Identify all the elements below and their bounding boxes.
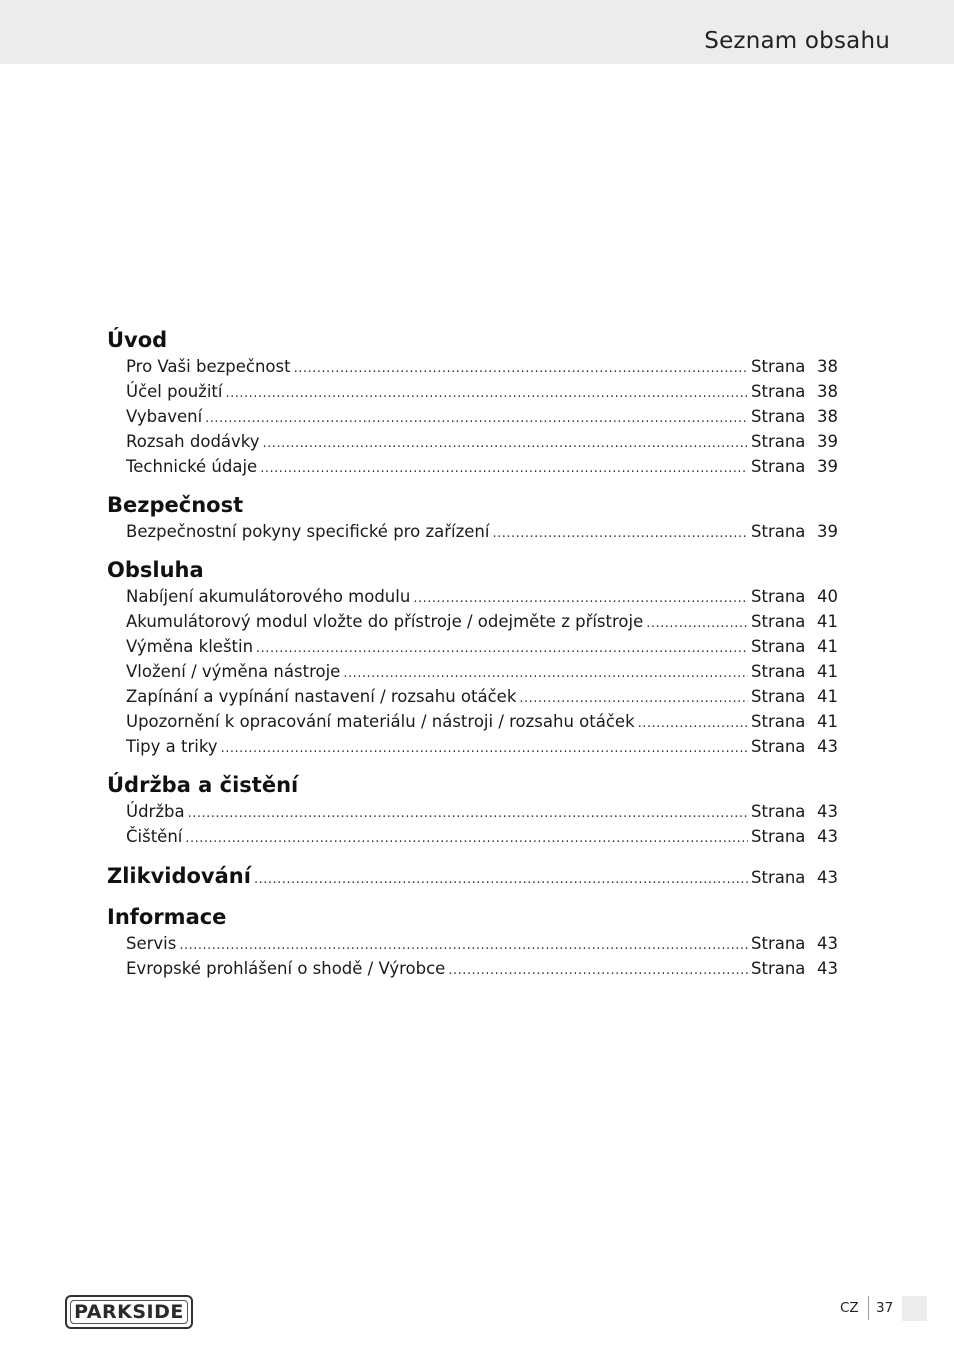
toc-section-informace <box>107 903 838 981</box>
dot-leader <box>185 826 748 851</box>
toc-entry[interactable] <box>107 861 838 891</box>
toc-entry[interactable] <box>126 956 838 981</box>
page-number: 41 <box>817 662 838 681</box>
toc-entry-label: Upozornění k opracování materiálu / nástroji / rozsahu otáček <box>126 712 635 731</box>
toc-entry[interactable] <box>126 734 838 759</box>
page-number: 43 <box>817 827 838 846</box>
toc-entry-label: Technické údaje <box>126 457 258 476</box>
toc-entry-label: Tipy a triky <box>126 737 218 756</box>
header-bar <box>0 0 954 64</box>
toc-section-udrzba <box>107 771 838 849</box>
strana-label: Strana <box>751 687 806 706</box>
toc-entry[interactable] <box>126 799 838 824</box>
toc-entry-label: Evropské prohlášení o shodě / Výrobce <box>126 959 446 978</box>
section-title: Bezpečnost <box>107 493 244 517</box>
toc-entry-label: Zapínání a vypínání nastavení / rozsahu otáček <box>126 687 517 706</box>
dot-leader <box>413 586 748 611</box>
toc-entry-label: Akumulátorový modul vložte do přístroje / odejměte z přístroje <box>126 612 644 631</box>
toc-entry[interactable] <box>126 519 838 544</box>
language-code: CZ <box>840 1300 859 1316</box>
toc-section-zlikvidovani <box>107 861 838 891</box>
dot-leader <box>225 381 748 406</box>
dot-leader <box>646 611 748 636</box>
toc-section-bezpecnost <box>107 491 838 544</box>
strana-label: Strana <box>751 868 806 887</box>
footer-divider <box>868 1296 869 1320</box>
toc-entry-label: Účel použití <box>126 382 223 401</box>
toc-entry-label: Pro Vaši bezpečnost <box>126 357 291 376</box>
strana-label: Strana <box>751 662 806 681</box>
page-number: 41 <box>817 712 838 731</box>
toc-entry[interactable] <box>126 379 838 404</box>
toc-entry[interactable] <box>126 609 838 634</box>
dot-leader <box>256 636 748 661</box>
strana-label: Strana <box>751 522 806 541</box>
page-number: 43 <box>817 959 838 978</box>
dot-leader <box>448 958 748 983</box>
parkside-logo <box>65 1295 193 1329</box>
toc-entry-label: Vybavení <box>126 407 203 426</box>
toc-entry[interactable] <box>126 454 838 479</box>
toc-entry-label: Výměna kleštin <box>126 637 254 656</box>
page-number: 43 <box>817 737 838 756</box>
strana-label: Strana <box>751 712 806 731</box>
dot-leader <box>221 736 748 761</box>
dot-leader <box>343 661 748 686</box>
toc-entry-label: Údržba <box>126 802 185 821</box>
section-title: Obsluha <box>107 558 204 582</box>
strana-label: Strana <box>751 637 806 656</box>
dot-leader <box>205 406 748 431</box>
dot-leader <box>188 801 748 826</box>
page-number: 38 <box>817 407 838 426</box>
page-number: 41 <box>817 612 838 631</box>
strana-label: Strana <box>751 737 806 756</box>
dot-leader <box>638 711 748 736</box>
strana-label: Strana <box>751 934 806 953</box>
dot-leader <box>294 356 748 381</box>
strana-label: Strana <box>751 382 806 401</box>
page-number: 40 <box>817 587 838 606</box>
toc-entry[interactable] <box>126 404 838 429</box>
toc-entry-label: Nabíjení akumulátorového modulu <box>126 587 411 606</box>
section-title: Úvod <box>107 328 168 352</box>
strana-label: Strana <box>751 357 806 376</box>
toc-entry[interactable] <box>126 931 838 956</box>
toc-entry-label: Rozsah dodávky <box>126 432 260 451</box>
strana-label: Strana <box>751 959 806 978</box>
section-title: Informace <box>107 905 227 929</box>
toc-entry-label: Servis <box>126 934 177 953</box>
strana-label: Strana <box>751 802 806 821</box>
dot-leader <box>492 521 748 546</box>
toc-entry-label: Čištění <box>126 827 183 846</box>
toc-entry[interactable] <box>126 429 838 454</box>
strana-label: Strana <box>751 612 806 631</box>
toc-entry[interactable] <box>126 354 838 379</box>
page-number: 39 <box>817 457 838 476</box>
page-number: 43 <box>817 934 838 953</box>
page-number: 43 <box>817 868 838 887</box>
toc-section-obsluha <box>107 556 838 759</box>
dot-leader <box>519 686 748 711</box>
footer-tab-marker <box>902 1296 927 1321</box>
toc-entry[interactable] <box>126 584 838 609</box>
toc-entry[interactable] <box>126 684 838 709</box>
strana-label: Strana <box>751 407 806 426</box>
toc-entry-label: Vložení / výměna nástroje <box>126 662 341 681</box>
section-title: Zlikvidování <box>107 864 251 888</box>
strana-label: Strana <box>751 432 806 451</box>
dot-leader <box>263 431 748 456</box>
toc-entry-label: Bezpečnostní pokyny specifické pro zařízení <box>126 522 490 541</box>
table-of-contents <box>107 326 838 993</box>
page-number: 38 <box>817 382 838 401</box>
strana-label: Strana <box>751 827 806 846</box>
logo-text: PARKSIDE <box>74 1301 184 1323</box>
page-number: 39 <box>817 522 838 541</box>
dot-leader <box>254 865 748 895</box>
page-number: 41 <box>817 637 838 656</box>
section-title: Údržba a čistění <box>107 773 299 797</box>
strana-label: Strana <box>751 587 806 606</box>
toc-entry[interactable] <box>126 709 838 734</box>
toc-entry[interactable] <box>126 824 838 849</box>
strana-label: Strana <box>751 457 806 476</box>
toc-entry[interactable] <box>126 634 838 659</box>
toc-entry[interactable] <box>126 659 838 684</box>
dot-leader <box>179 933 748 958</box>
page-title: Seznam obsahu <box>704 28 890 54</box>
dot-leader <box>260 456 748 481</box>
toc-section-uvod <box>107 326 838 479</box>
page-number: 41 <box>817 687 838 706</box>
page-number: 38 <box>817 357 838 376</box>
page-number: 39 <box>817 432 838 451</box>
page-number: 43 <box>817 802 838 821</box>
page-number-footer: 37 <box>876 1300 894 1316</box>
